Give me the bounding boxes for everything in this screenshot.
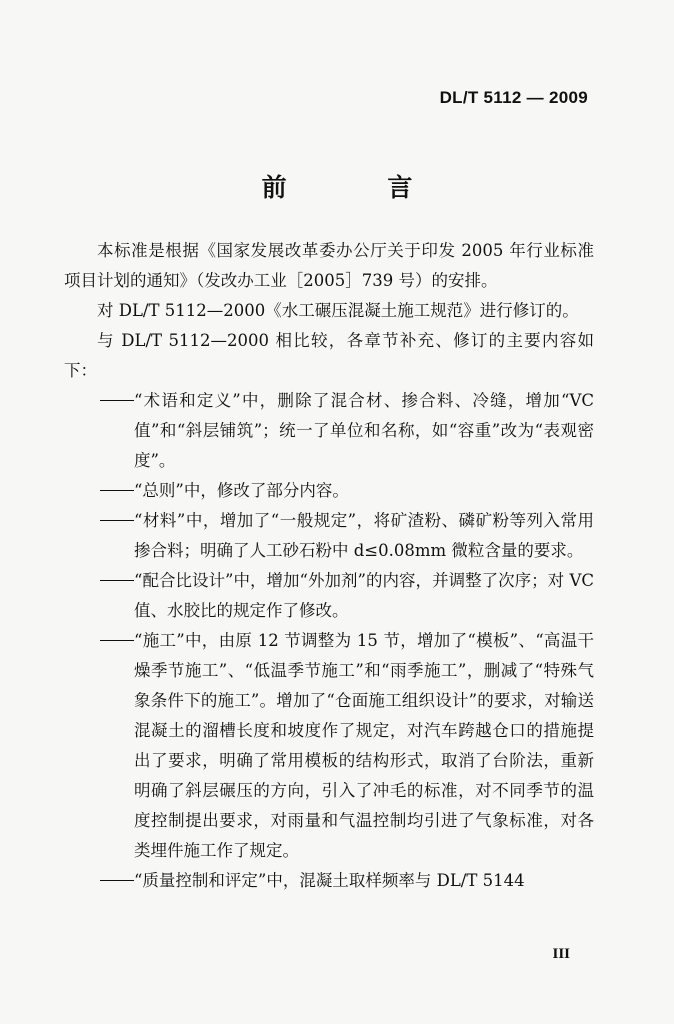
dash-bullet — [100, 400, 134, 401]
dash-bullet — [100, 880, 134, 881]
list-item-text: “总则”中，修改了部分内容。 — [134, 481, 349, 500]
paragraph: 对 DL/T 5112—2000《水工碾压混凝土施工规范》进行修订的。 — [97, 301, 579, 320]
list-item — [64, 866, 594, 896]
dash-bullet — [100, 580, 134, 581]
dash-bullet — [100, 520, 134, 521]
foreword-body — [64, 236, 594, 896]
dash-bullet — [100, 640, 134, 641]
section-title: 前 言 — [261, 173, 459, 202]
list-item — [64, 506, 594, 566]
dash-bullet — [100, 490, 134, 491]
list-item — [64, 566, 594, 626]
standard-code: DL/T 5112 — 2009 — [439, 88, 588, 107]
list-item-text: “术语和定义”中，删除了混合材、掺合料、冷缝，增加“VC 值”和“斜层铺筑”；统一了单位和名称，如“容重”改为“表观密度”。 — [134, 391, 594, 470]
paragraph: 本标准是根据《国家发展改革委办公厅关于印发 2005 年行业标准项目计划的通知》（发改办工业［2005］739 号）的安排。 — [64, 241, 594, 290]
list-item-text: “施工”中，由原 12 节调整为 15 节，增加了“模板”、“高温干燥季节施工”、“低温季节施工”和“雨季施工”，删减了“特殊气象条件下的施工”。增加了“仓面施工组织设计”的要求，对输送混凝土的溜槽长度和坡度作了规定，对汽车跨越仓口的措施提出了要求，明确了常用模板的结构形式，取消了台阶法，重新明确了斜层碾压的方向，引入了冲毛的标准，对不同季节的温度控制提出要求，对雨量和气温控制均引进了气象标准，对各类埋件施工作了规定。 — [134, 631, 594, 860]
list-item-text: “质量控制和评定”中，混凝土取样频率与 DL/T 5144 — [134, 871, 525, 890]
page-number: III — [552, 946, 570, 962]
list-item — [64, 476, 594, 506]
list-item-text: “材料”中，增加了“一般规定”，将矿渣粉、磷矿粉等列入常用掺合料；明确了人工砂石粉中 d≤0.08mm 微粒含量的要求。 — [134, 511, 594, 560]
list-item — [64, 386, 594, 476]
paragraph: 与 DL/T 5112—2000 相比较，各章节补充、修订的主要内容如下： — [64, 331, 594, 380]
list-item — [64, 626, 594, 866]
list-item-text: “配合比设计”中，增加“外加剂”的内容，并调整了次序；对 VC 值、水胶比的规定作了修改。 — [134, 571, 594, 620]
